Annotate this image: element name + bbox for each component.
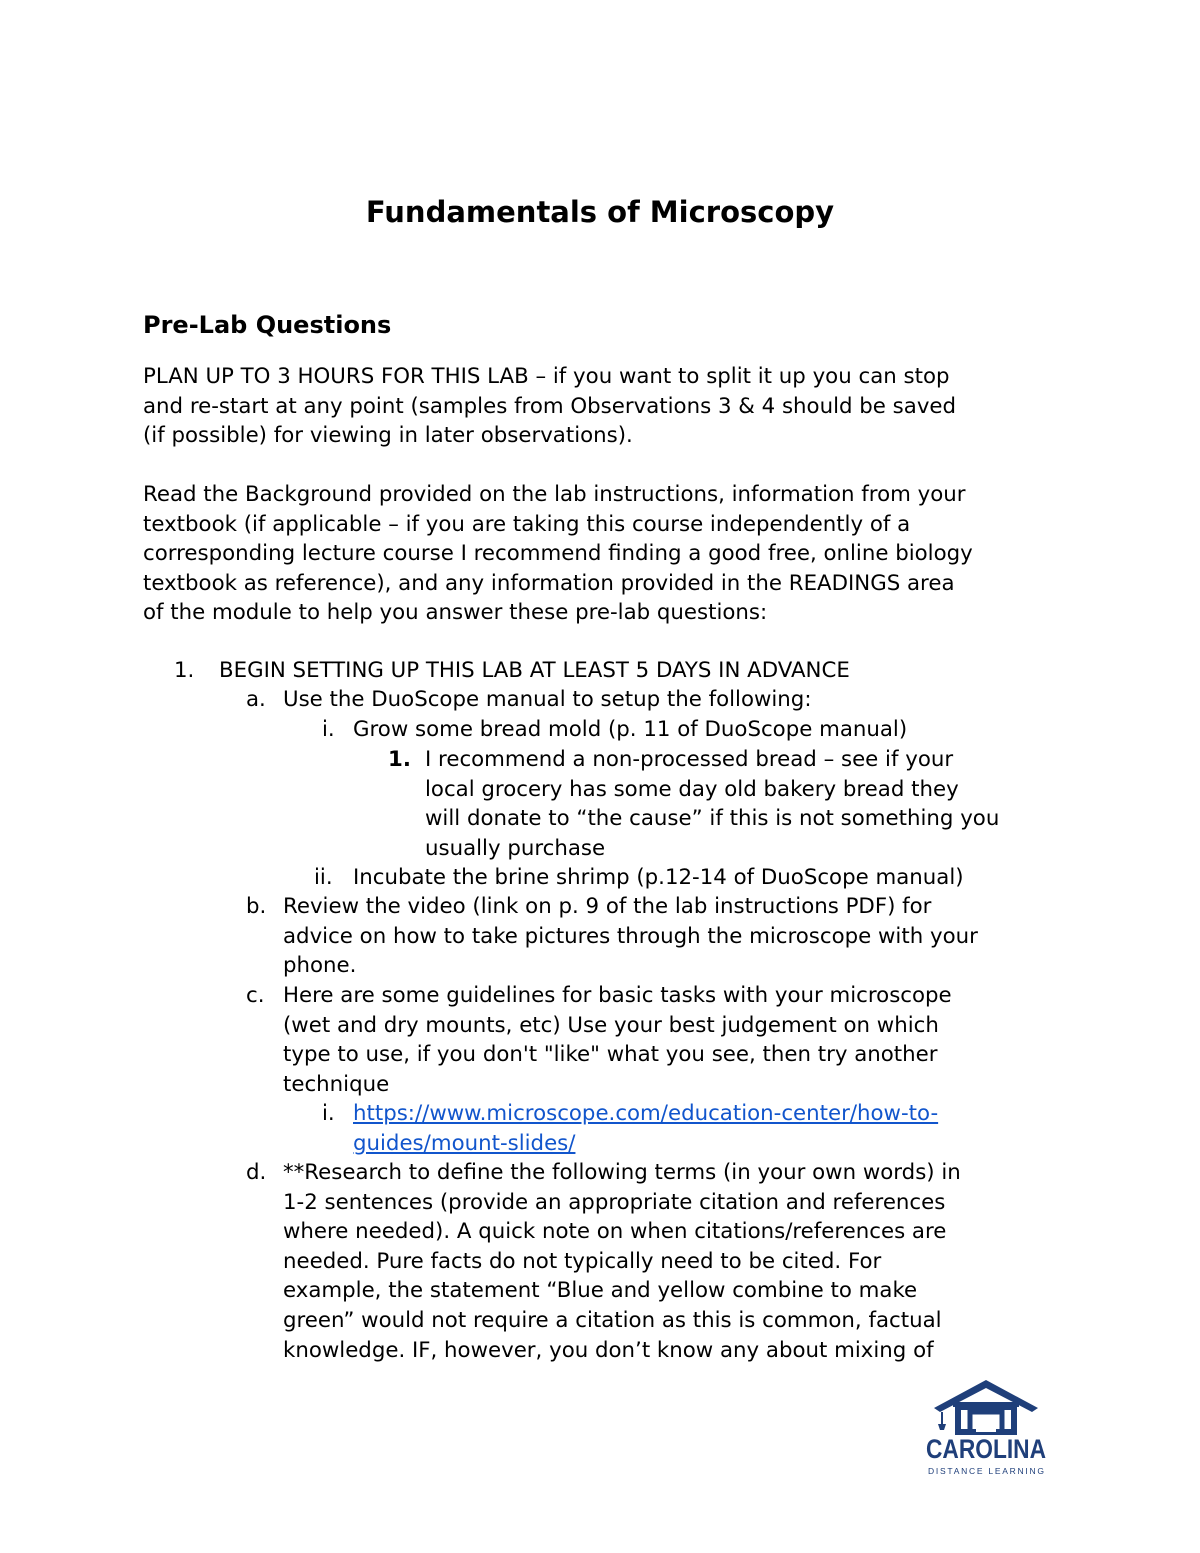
instructions-paragraph xyxy=(143,480,1083,628)
list-marker: d. xyxy=(246,1160,267,1185)
carolina-logo xyxy=(916,1374,1056,1480)
list-item-a-ii: Incubate the brine shrimp (p.12-14 of DuoScope manual) xyxy=(353,865,964,890)
text-line: PLAN UP TO 3 HOURS FOR THIS LAB – if you want to split it up you can stop xyxy=(143,364,950,389)
list-marker: a. xyxy=(246,687,266,712)
list-item-1 xyxy=(174,656,194,686)
text-line: Review the video (link on p. 9 of the lab instructions PDF) for xyxy=(283,894,932,919)
text-line: of the module to help you answer these pre-lab questions: xyxy=(143,600,768,626)
list-item-a-i: Grow some bread mold (p. 11 of DuoScope manual) xyxy=(353,717,908,742)
text-line: example, the statement “Blue and yellow combine to make xyxy=(283,1278,918,1304)
text-line: textbook as reference), and any information provided in the READINGS area xyxy=(143,570,955,596)
list-item-a: Use the DuoScope manual to setup the following: xyxy=(283,687,812,712)
text-line: (if possible) for viewing in later observations). xyxy=(143,423,633,449)
text-line: corresponding lecture course I recommend finding a good free, online biology xyxy=(143,541,973,567)
text-line: technique xyxy=(283,1071,390,1097)
list-marker: i. xyxy=(322,1101,335,1126)
text-line: green” would not require a citation as this is common, factual xyxy=(283,1307,942,1333)
house-cap-icon xyxy=(934,1380,1038,1432)
page-title: Fundamentals of Microscopy xyxy=(365,195,835,229)
text-line: type to use, if you don't "like" what you see, then try another xyxy=(283,1042,938,1068)
text-line: knowledge. IF, however, you don’t know any about mixing of xyxy=(283,1337,934,1363)
text-line: will donate to “the cause” if this is not something you xyxy=(425,806,1000,832)
text-line: **Research to define the following terms (in your own words) in xyxy=(283,1160,961,1185)
mount-slides-link[interactable] xyxy=(353,1099,1073,1158)
link-line[interactable]: https://www.microscope.com/education-center/how-to- xyxy=(353,1101,939,1126)
list-item-d xyxy=(283,1158,1083,1365)
list-item-c xyxy=(283,981,1083,1099)
logo-tagline: DISTANCE LEARNING xyxy=(928,1466,1044,1476)
text-line: advice on how to take pictures through the microscope with your xyxy=(283,923,978,949)
text-line: where needed). A quick note on when citations/references are xyxy=(283,1219,947,1245)
list-item-a-i-1 xyxy=(425,745,1085,863)
list-marker: 1. xyxy=(174,658,195,683)
list-marker: b. xyxy=(246,894,267,919)
list-item-1-text: BEGIN SETTING UP THIS LAB AT LEAST 5 DAYS IN ADVANCE xyxy=(219,658,850,683)
text-line: needed. Pure facts do not typically need to be cited. For xyxy=(283,1248,882,1274)
list-item-b xyxy=(283,892,1083,981)
list-marker: 1. xyxy=(388,747,411,772)
text-line: and re-start at any point (samples from Observations 3 & 4 should be saved xyxy=(143,393,957,419)
text-line: I recommend a non-processed bread – see if your xyxy=(425,747,954,772)
intro-paragraph xyxy=(143,362,1083,451)
list-marker: ii. xyxy=(314,865,333,890)
list-marker: i. xyxy=(322,717,335,742)
link-line[interactable]: guides/mount-slides/ xyxy=(353,1130,576,1156)
text-line: Read the Background provided on the lab instructions, information from your xyxy=(143,482,966,507)
text-line: Here are some guidelines for basic tasks with your microscope xyxy=(283,983,952,1008)
text-line: phone. xyxy=(283,953,357,979)
text-line: textbook (if applicable – if you are taking this course independently of a xyxy=(143,511,911,537)
section-heading: Pre-Lab Questions xyxy=(143,311,392,339)
logo-wordmark: CAROLINA xyxy=(926,1434,1046,1464)
text-line: (wet and dry mounts, etc) Use your best judgement on which xyxy=(283,1012,939,1038)
text-line: 1-2 sentences (provide an appropriate citation and references xyxy=(283,1189,946,1215)
list-marker: c. xyxy=(246,983,265,1008)
text-line: local grocery has some day old bakery bread they xyxy=(425,776,959,802)
text-line: usually purchase xyxy=(425,835,606,861)
